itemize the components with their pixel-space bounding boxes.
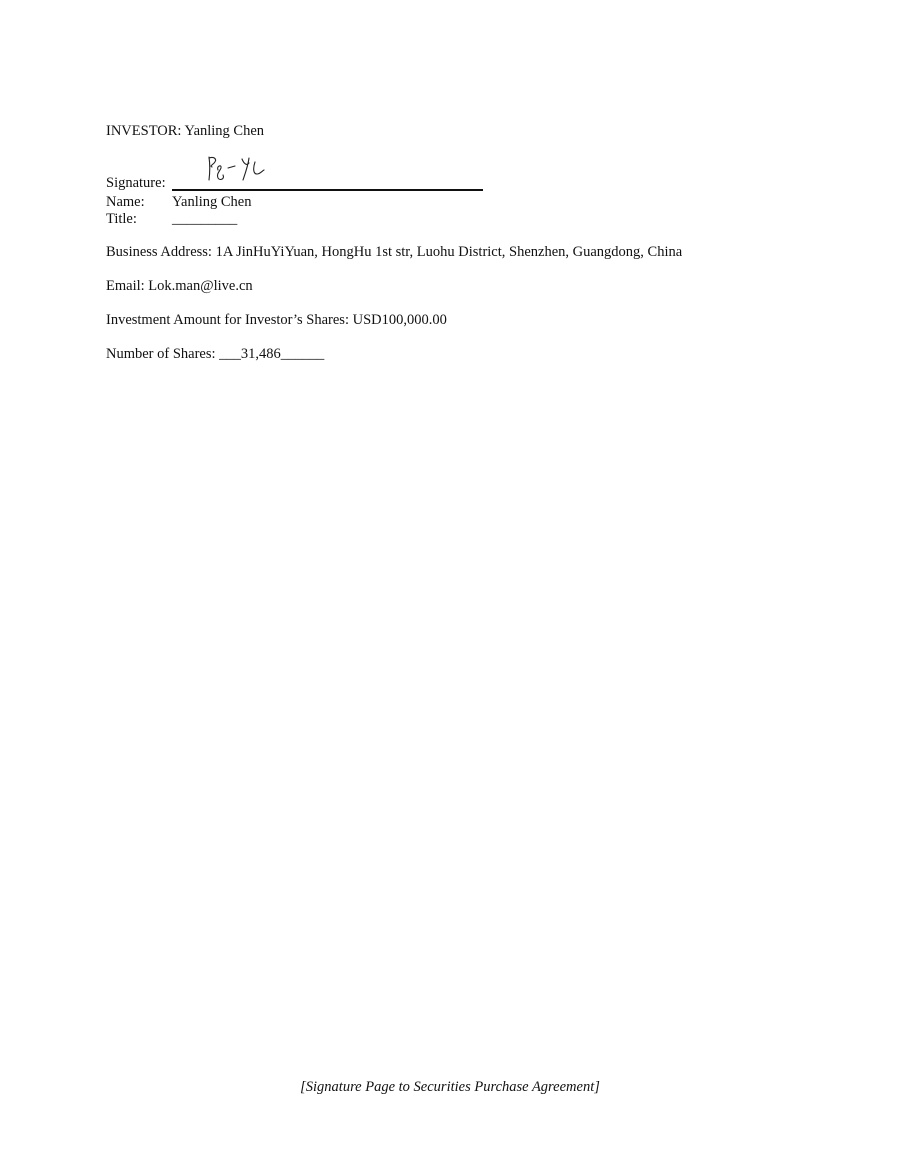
name-row (106, 193, 252, 211)
investment-amount: Investment Amount for Investor’s Shares: USD100,000.00 (106, 312, 447, 328)
signature-label: Signature: (106, 175, 166, 191)
investor-line: INVESTOR: Yanling Chen (106, 123, 265, 139)
title-label: Title: (106, 211, 137, 227)
name-label: Name: (106, 194, 145, 210)
handwritten-signature (204, 154, 270, 184)
title-value: _________ (172, 211, 238, 227)
business-address: Business Address: 1A JinHuYiYuan, HongHu 1st str, Luohu District, Shenzhen, Guangdong, China (106, 244, 683, 260)
title-row (106, 210, 237, 228)
email-line: Email: Lok.man@live.cn (106, 278, 253, 294)
signature-line (172, 189, 483, 191)
name-value: Yanling Chen (172, 194, 252, 210)
number-of-shares: Number of Shares: ___31,486______ (106, 346, 325, 362)
signature-row (106, 174, 172, 192)
page-footer: [Signature Page to Securities Purchase Agreement] (300, 1079, 600, 1095)
